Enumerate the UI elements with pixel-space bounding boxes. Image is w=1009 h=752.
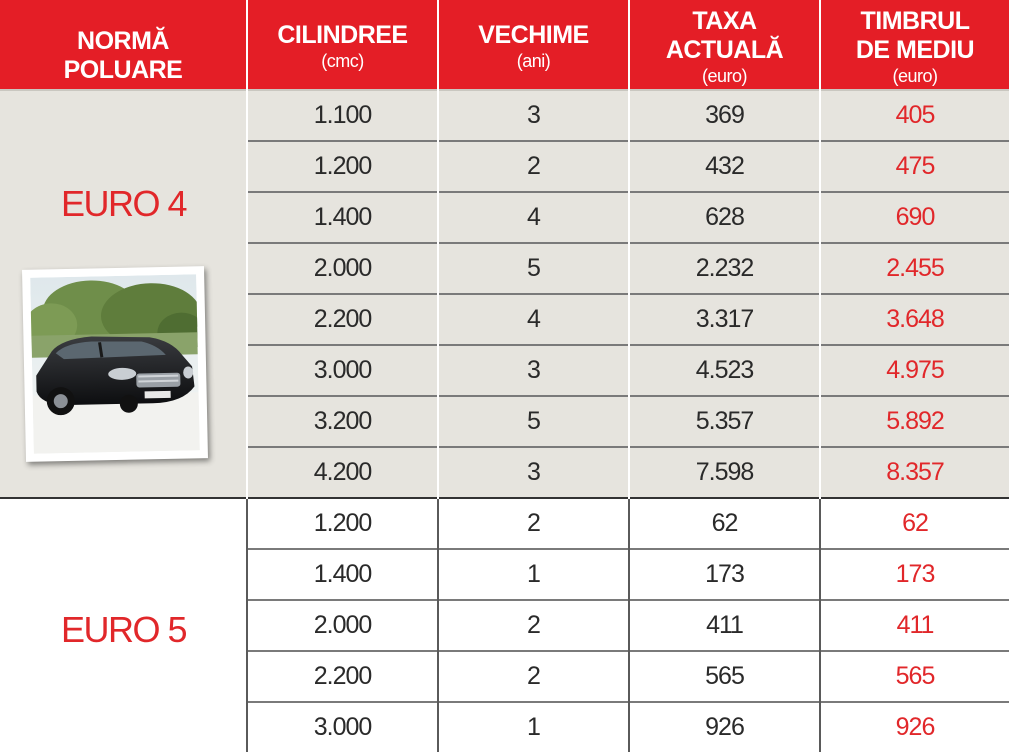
header-timbrul-de-mediu bbox=[820, 0, 1009, 90]
header-taxa-label: TAXA ACTUALĂ bbox=[665, 7, 784, 64]
timbru-cell: 2.455 bbox=[820, 243, 1009, 294]
vechime-cell: 4 bbox=[438, 294, 629, 345]
cilindree-cell: 2.200 bbox=[247, 651, 438, 702]
header-timbru-label: TIMBRUL DE MEDIU bbox=[855, 7, 975, 64]
vechime-cell: 1 bbox=[438, 702, 629, 752]
taxa-cell: 4.523 bbox=[629, 345, 820, 396]
vechime-cell: 3 bbox=[438, 90, 629, 141]
cilindree-cell: 3.000 bbox=[247, 702, 438, 752]
header-cilindree-unit: (cmc) bbox=[321, 51, 364, 71]
header-vechime-unit: (ani) bbox=[516, 51, 551, 71]
cilindree-cell: 1.200 bbox=[247, 141, 438, 192]
cilindree-cell: 1.400 bbox=[247, 549, 438, 600]
taxa-cell: 2.232 bbox=[629, 243, 820, 294]
vechime-cell: 3 bbox=[438, 447, 629, 498]
vechime-cell: 3 bbox=[438, 345, 629, 396]
cilindree-cell: 1.400 bbox=[247, 192, 438, 243]
car-photo bbox=[22, 266, 208, 462]
taxa-cell: 62 bbox=[629, 498, 820, 549]
timbru-cell: 475 bbox=[820, 141, 1009, 192]
taxa-cell: 369 bbox=[629, 90, 820, 141]
vechime-cell: 2 bbox=[438, 600, 629, 651]
taxa-cell: 565 bbox=[629, 651, 820, 702]
taxa-cell: 5.357 bbox=[629, 396, 820, 447]
taxa-cell: 628 bbox=[629, 192, 820, 243]
norm-cell-euro5 bbox=[0, 498, 247, 752]
vechime-cell: 2 bbox=[438, 651, 629, 702]
taxa-cell: 432 bbox=[629, 141, 820, 192]
vechime-cell: 5 bbox=[438, 396, 629, 447]
euro5-label: EURO 5 bbox=[60, 609, 187, 650]
car-photo-icon bbox=[30, 274, 200, 453]
timbru-cell: 173 bbox=[820, 549, 1009, 600]
header-taxa-unit: (euro) bbox=[701, 66, 747, 86]
cilindree-cell: 2.000 bbox=[247, 600, 438, 651]
vechime-cell: 1 bbox=[438, 549, 629, 600]
header-vechime bbox=[438, 0, 629, 90]
vechime-cell: 5 bbox=[438, 243, 629, 294]
taxa-cell: 411 bbox=[629, 600, 820, 651]
cilindree-cell: 2.200 bbox=[247, 294, 438, 345]
timbru-cell: 565 bbox=[820, 651, 1009, 702]
timbru-cell: 690 bbox=[820, 192, 1009, 243]
timbru-cell: 5.892 bbox=[820, 396, 1009, 447]
taxa-cell: 7.598 bbox=[629, 447, 820, 498]
header-cilindree-label: CILINDREE bbox=[277, 21, 408, 49]
timbru-cell: 3.648 bbox=[820, 294, 1009, 345]
cilindree-cell: 2.000 bbox=[247, 243, 438, 294]
timbru-cell: 4.975 bbox=[820, 345, 1009, 396]
table-header-row bbox=[0, 0, 1009, 90]
taxa-cell: 173 bbox=[629, 549, 820, 600]
vechime-cell: 4 bbox=[438, 192, 629, 243]
header-norma-label: NORMĂ POLUARE bbox=[63, 26, 183, 84]
header-taxa-actuala bbox=[629, 0, 820, 90]
table-row bbox=[0, 498, 1009, 549]
header-norma-poluare bbox=[0, 0, 247, 90]
vechime-cell: 2 bbox=[438, 141, 629, 192]
euro4-label: EURO 4 bbox=[60, 183, 187, 224]
cilindree-cell: 3.000 bbox=[247, 345, 438, 396]
header-vechime-label: VECHIME bbox=[478, 21, 589, 49]
vechime-cell: 2 bbox=[438, 498, 629, 549]
timbru-cell: 8.357 bbox=[820, 447, 1009, 498]
timbru-cell: 405 bbox=[820, 90, 1009, 141]
cilindree-cell: 4.200 bbox=[247, 447, 438, 498]
timbru-cell: 62 bbox=[820, 498, 1009, 549]
header-timbru-unit: (euro) bbox=[892, 66, 938, 86]
taxa-cell: 926 bbox=[629, 702, 820, 752]
cilindree-cell: 1.100 bbox=[247, 90, 438, 141]
timbru-cell: 926 bbox=[820, 702, 1009, 752]
timbru-cell: 411 bbox=[820, 600, 1009, 651]
header-cilindree bbox=[247, 0, 438, 90]
cilindree-cell: 1.200 bbox=[247, 498, 438, 549]
table-row bbox=[0, 90, 1009, 141]
cilindree-cell: 3.200 bbox=[247, 396, 438, 447]
taxa-cell: 3.317 bbox=[629, 294, 820, 345]
